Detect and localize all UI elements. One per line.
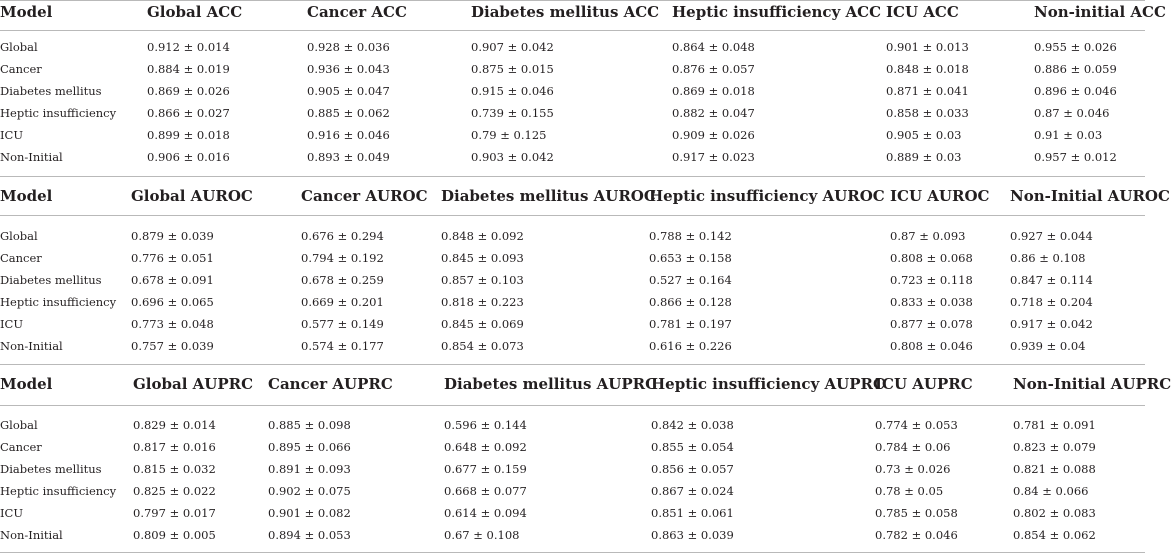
table-cell: 0.774 ± 0.053 xyxy=(875,418,958,432)
table-cell: 0.648 ± 0.092 xyxy=(444,440,527,454)
table-cell: 0.855 ± 0.054 xyxy=(651,440,734,454)
table-cell: 0.939 ± 0.04 xyxy=(1010,339,1086,353)
table-cell: 0.867 ± 0.024 xyxy=(651,484,734,498)
table-cell: 0.773 ± 0.048 xyxy=(131,317,214,331)
table-cell: 0.574 ± 0.177 xyxy=(301,339,384,353)
table-cell: 0.901 ± 0.082 xyxy=(268,506,351,520)
table-cell: 0.785 ± 0.058 xyxy=(875,506,958,520)
column-header: Model xyxy=(0,3,53,21)
table-cell: 0.842 ± 0.038 xyxy=(651,418,734,432)
table-cell: 0.957 ± 0.012 xyxy=(1034,150,1117,164)
table-cell: 0.815 ± 0.032 xyxy=(133,462,216,476)
table-cell: 0.854 ± 0.062 xyxy=(1013,528,1096,542)
table-cell: 0.678 ± 0.091 xyxy=(131,273,214,287)
column-header: Model xyxy=(0,375,53,393)
table-cell: 0.833 ± 0.038 xyxy=(890,295,973,309)
table-cell: 0.723 ± 0.118 xyxy=(890,273,973,287)
table-cell: 0.823 ± 0.079 xyxy=(1013,440,1096,454)
table-cell: 0.653 ± 0.158 xyxy=(649,251,732,265)
column-header: ICU ACC xyxy=(886,3,959,21)
table-cell: 0.875 ± 0.015 xyxy=(471,62,554,76)
header-rule xyxy=(0,215,1145,216)
column-header: Model xyxy=(0,187,53,205)
table-cell: 0.856 ± 0.057 xyxy=(651,462,734,476)
table-cell: 0.677 ± 0.159 xyxy=(444,462,527,476)
table-cell: 0.863 ± 0.039 xyxy=(651,528,734,542)
table-row xyxy=(0,147,1145,167)
table-row xyxy=(0,270,1145,290)
table-cell: 0.718 ± 0.204 xyxy=(1010,295,1093,309)
table-cell: 0.829 ± 0.014 xyxy=(133,418,216,432)
table-cell: 0.696 ± 0.065 xyxy=(131,295,214,309)
table-cell: 0.869 ± 0.018 xyxy=(672,84,755,98)
table-header-row xyxy=(0,374,1171,396)
row-label: ICU xyxy=(0,128,24,142)
column-header: Heptic insufficiency ACC xyxy=(672,3,882,21)
table-cell: 0.781 ± 0.091 xyxy=(1013,418,1096,432)
table-row xyxy=(0,503,1145,523)
column-header: Diabetes mellitus AUROC xyxy=(441,187,656,205)
table-cell: 0.678 ± 0.259 xyxy=(301,273,384,287)
table-cell: 0.78 ± 0.05 xyxy=(875,484,944,498)
table-cell: 0.527 ± 0.164 xyxy=(649,273,732,287)
row-label: Cancer xyxy=(0,62,42,76)
table-cell: 0.577 ± 0.149 xyxy=(301,317,384,331)
table-row xyxy=(0,292,1145,312)
table-cell: 0.808 ± 0.046 xyxy=(890,339,973,353)
table-row xyxy=(0,248,1145,268)
table-cell: 0.905 ± 0.047 xyxy=(307,84,390,98)
table-row xyxy=(0,103,1145,123)
header-rule xyxy=(0,405,1145,406)
table-cell: 0.817 ± 0.016 xyxy=(133,440,216,454)
table-cell: 0.614 ± 0.094 xyxy=(444,506,527,520)
table-cell: 0.848 ± 0.018 xyxy=(886,62,969,76)
row-label: Global xyxy=(0,40,38,54)
table-cell: 0.899 ± 0.018 xyxy=(147,128,230,142)
table-cell: 0.869 ± 0.026 xyxy=(147,84,230,98)
table-row xyxy=(0,37,1145,57)
table-cell: 0.782 ± 0.046 xyxy=(875,528,958,542)
table-row xyxy=(0,481,1145,501)
table-cell: 0.907 ± 0.042 xyxy=(471,40,554,54)
table-row xyxy=(0,437,1145,457)
row-label: Heptic insufficiency xyxy=(0,484,117,498)
table-row xyxy=(0,59,1145,79)
table-cell: 0.668 ± 0.077 xyxy=(444,484,527,498)
results-table-1 xyxy=(0,0,1166,173)
table-cell: 0.858 ± 0.033 xyxy=(886,106,969,120)
table-cell: 0.894 ± 0.053 xyxy=(268,528,351,542)
column-header: Diabetes mellitus ACC xyxy=(471,3,660,21)
table-cell: 0.781 ± 0.197 xyxy=(649,317,732,331)
table-cell: 0.788 ± 0.142 xyxy=(649,229,732,243)
column-header: Cancer AUPRC xyxy=(268,375,393,393)
table-cell: 0.825 ± 0.022 xyxy=(133,484,216,498)
table-row xyxy=(0,81,1145,101)
table-cell: 0.821 ± 0.088 xyxy=(1013,462,1096,476)
table-cell: 0.676 ± 0.294 xyxy=(301,229,384,243)
table-cell: 0.916 ± 0.046 xyxy=(307,128,390,142)
table-cell: 0.73 ± 0.026 xyxy=(875,462,951,476)
table-cell: 0.67 ± 0.108 xyxy=(444,528,520,542)
header-rule xyxy=(0,30,1145,31)
table-cell: 0.808 ± 0.068 xyxy=(890,251,973,265)
table-cell: 0.848 ± 0.092 xyxy=(441,229,524,243)
table-cell: 0.884 ± 0.019 xyxy=(147,62,230,76)
column-header: Non-Initial AUROC xyxy=(1010,187,1170,205)
column-header: Heptic insufficiency AUROC xyxy=(649,187,885,205)
table-cell: 0.669 ± 0.201 xyxy=(301,295,384,309)
table-cell: 0.616 ± 0.226 xyxy=(649,339,732,353)
table-cell: 0.906 ± 0.016 xyxy=(147,150,230,164)
table-cell: 0.882 ± 0.047 xyxy=(672,106,755,120)
table-cell: 0.903 ± 0.042 xyxy=(471,150,554,164)
table-cell: 0.864 ± 0.048 xyxy=(672,40,755,54)
column-header: Cancer ACC xyxy=(307,3,407,21)
table-row xyxy=(0,459,1145,479)
table-cell: 0.866 ± 0.128 xyxy=(649,295,732,309)
row-label: Cancer xyxy=(0,251,42,265)
row-label: Global xyxy=(0,418,38,432)
results-table-3 xyxy=(0,372,1171,551)
table-row xyxy=(0,314,1145,334)
column-header: Heptic insufficiency AUPRC xyxy=(651,375,885,393)
table-cell: 0.917 ± 0.042 xyxy=(1010,317,1093,331)
table-cell: 0.86 ± 0.108 xyxy=(1010,251,1086,265)
table-cell: 0.912 ± 0.014 xyxy=(147,40,230,54)
row-label: Diabetes mellitus xyxy=(0,84,102,98)
row-label: Global xyxy=(0,229,38,243)
table-cell: 0.891 ± 0.093 xyxy=(268,462,351,476)
table-cell: 0.889 ± 0.03 xyxy=(886,150,962,164)
row-label: Non-Initial xyxy=(0,150,63,164)
section-divider-3 xyxy=(0,552,1145,553)
table-cell: 0.876 ± 0.057 xyxy=(672,62,755,76)
table-cell: 0.879 ± 0.039 xyxy=(131,229,214,243)
table-cell: 0.857 ± 0.103 xyxy=(441,273,524,287)
column-header: Diabetes mellitus AUPRC xyxy=(444,375,658,393)
row-label: Heptic insufficiency xyxy=(0,295,117,309)
table-cell: 0.818 ± 0.223 xyxy=(441,295,524,309)
table-cell: 0.915 ± 0.046 xyxy=(471,84,554,98)
row-label: Non-Initial xyxy=(0,528,63,542)
table-row xyxy=(0,415,1145,435)
table-cell: 0.885 ± 0.062 xyxy=(307,106,390,120)
table-cell: 0.955 ± 0.026 xyxy=(1034,40,1117,54)
table-cell: 0.84 ± 0.066 xyxy=(1013,484,1089,498)
table-cell: 0.91 ± 0.03 xyxy=(1034,128,1103,142)
column-header: Cancer AUROC xyxy=(301,187,428,205)
table-cell: 0.851 ± 0.061 xyxy=(651,506,734,520)
column-header: ICU AUROC xyxy=(890,187,990,205)
table-cell: 0.928 ± 0.036 xyxy=(307,40,390,54)
table-cell: 0.79 ± 0.125 xyxy=(471,128,547,142)
column-header: Global ACC xyxy=(147,3,243,21)
table-cell: 0.927 ± 0.044 xyxy=(1010,229,1093,243)
table-cell: 0.809 ± 0.005 xyxy=(133,528,216,542)
table-cell: 0.901 ± 0.013 xyxy=(886,40,969,54)
table-cell: 0.909 ± 0.026 xyxy=(672,128,755,142)
column-header: Non-initial ACC xyxy=(1034,3,1166,21)
table-cell: 0.797 ± 0.017 xyxy=(133,506,216,520)
table-cell: 0.776 ± 0.051 xyxy=(131,251,214,265)
table-cell: 0.936 ± 0.043 xyxy=(307,62,390,76)
table-cell: 0.784 ± 0.06 xyxy=(875,440,951,454)
table-row xyxy=(0,226,1145,246)
section-divider-2 xyxy=(0,364,1145,365)
table-cell: 0.596 ± 0.144 xyxy=(444,418,527,432)
section-divider-1 xyxy=(0,176,1145,177)
table-cell: 0.739 ± 0.155 xyxy=(471,106,554,120)
column-header: Global AUPRC xyxy=(133,375,254,393)
table-cell: 0.871 ± 0.041 xyxy=(886,84,969,98)
table-cell: 0.87 ± 0.046 xyxy=(1034,106,1110,120)
table-cell: 0.845 ± 0.069 xyxy=(441,317,524,331)
table-cell: 0.886 ± 0.059 xyxy=(1034,62,1117,76)
row-label: Cancer xyxy=(0,440,42,454)
table-cell: 0.902 ± 0.075 xyxy=(268,484,351,498)
table-cell: 0.802 ± 0.083 xyxy=(1013,506,1096,520)
row-label: Diabetes mellitus xyxy=(0,462,102,476)
table-cell: 0.757 ± 0.039 xyxy=(131,339,214,353)
table-cell: 0.917 ± 0.023 xyxy=(672,150,755,164)
table-cell: 0.847 ± 0.114 xyxy=(1010,273,1093,287)
table-row xyxy=(0,125,1145,145)
table-row xyxy=(0,525,1145,545)
table-cell: 0.794 ± 0.192 xyxy=(301,251,384,265)
column-header: ICU AUPRC xyxy=(875,375,973,393)
row-label: Diabetes mellitus xyxy=(0,273,102,287)
row-label: ICU xyxy=(0,317,24,331)
table-cell: 0.845 ± 0.093 xyxy=(441,251,524,265)
table-cell: 0.885 ± 0.098 xyxy=(268,418,351,432)
table-cell: 0.854 ± 0.073 xyxy=(441,339,524,353)
table-row xyxy=(0,336,1145,356)
table-cell: 0.866 ± 0.027 xyxy=(147,106,230,120)
row-label: Non-Initial xyxy=(0,339,63,353)
row-label: Heptic insufficiency xyxy=(0,106,117,120)
table-cell: 0.896 ± 0.046 xyxy=(1034,84,1117,98)
table-header-row xyxy=(0,2,1166,24)
table-cell: 0.877 ± 0.078 xyxy=(890,317,973,331)
row-label: ICU xyxy=(0,506,24,520)
table-cell: 0.905 ± 0.03 xyxy=(886,128,962,142)
table-cell: 0.893 ± 0.049 xyxy=(307,150,390,164)
column-header: Global AUROC xyxy=(131,187,253,205)
column-header: Non-Initial AUPRC xyxy=(1013,375,1171,393)
table-cell: 0.87 ± 0.093 xyxy=(890,229,966,243)
table-cell: 0.895 ± 0.066 xyxy=(268,440,351,454)
table-header-row xyxy=(0,186,1170,208)
results-table-2 xyxy=(0,184,1170,362)
